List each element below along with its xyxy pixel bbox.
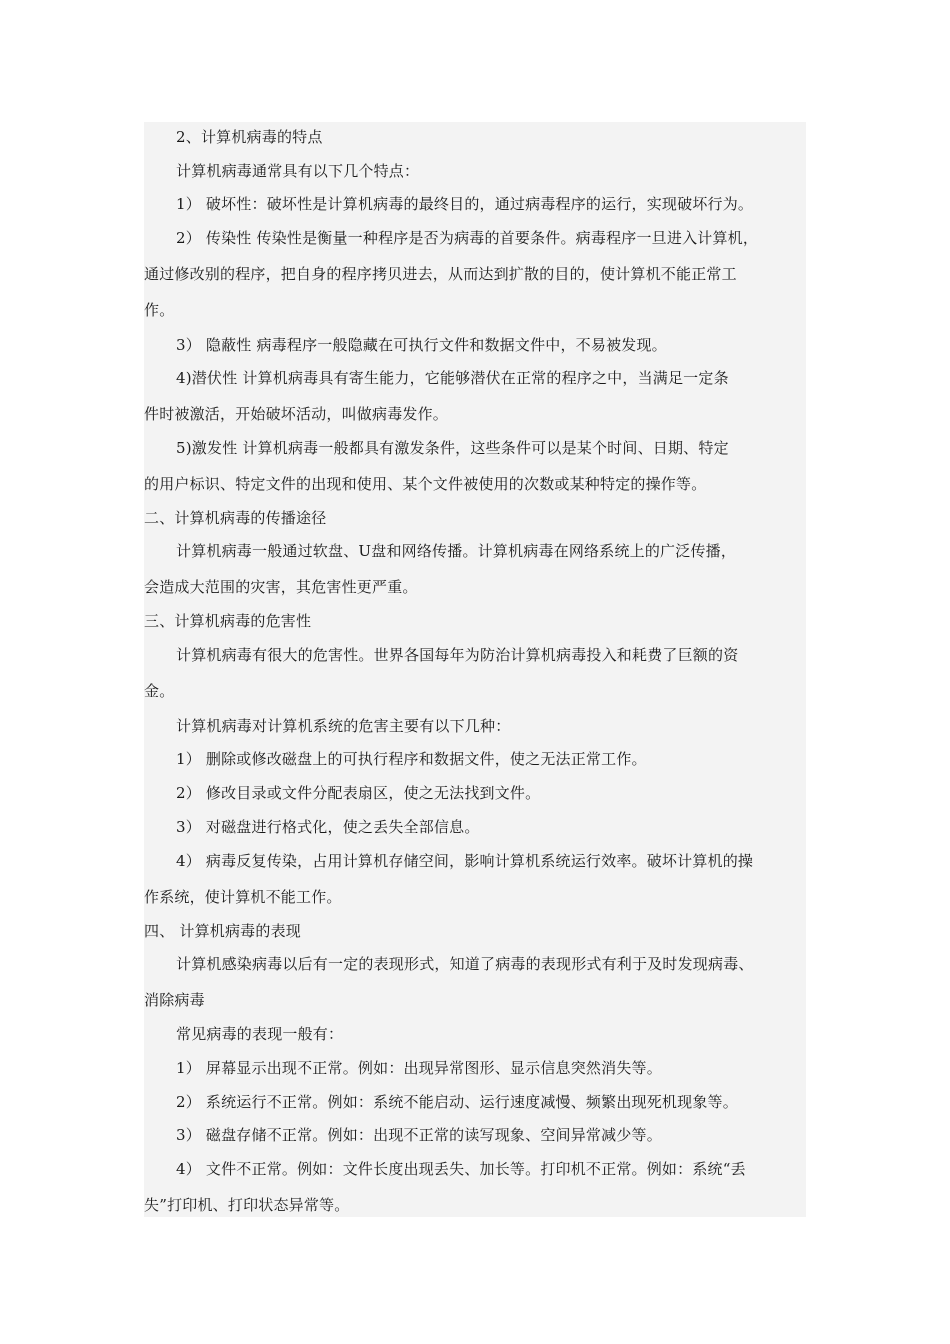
paragraph-line: 计算机病毒一般通过软盘、U盘和网络传播。计算机病毒在网络系统上的广泛传播， (176, 542, 737, 560)
paragraph-line: 3） 隐蔽性 病毒程序一般隐藏在可执行文件和数据文件中，不易被发现。 (176, 336, 667, 354)
section-heading: 二、计算机病毒的传播途径 (144, 509, 327, 527)
section-heading: 三、计算机病毒的危害性 (144, 612, 312, 630)
paragraph-line: 通过修改别的程序，把自身的程序拷贝进去，从而达到扩散的目的，使计算机不能正常工 (144, 265, 737, 283)
paragraph-line: 2、计算机病毒的特点 (176, 128, 323, 146)
paragraph-line: 2） 传染性 传染性是衡量一种程序是否为病毒的首要条件。病毒程序一旦进入计算机， (176, 229, 759, 247)
paragraph-line: 会造成大范围的灾害，其危害性更严重。 (144, 578, 418, 596)
paragraph-line: 1） 破坏性：破坏性是计算机病毒的最终目的，通过病毒程序的运行，实现破坏行为。 (176, 195, 754, 213)
paragraph-line: 失”打印机、打印状态异常等。 (144, 1196, 350, 1214)
section-heading: 四、 计算机病毒的表现 (144, 922, 301, 940)
paragraph-line: 常见病毒的表现一般有： (176, 1025, 344, 1043)
paragraph-line: 计算机病毒有很大的危害性。世界各国每年为防治计算机病毒投入和耗费了巨额的资 (176, 646, 739, 664)
paragraph-line: 4)潜伏性 计算机病毒具有寄生能力，它能够潜伏在正常的程序之中，当满足一定条 (176, 369, 729, 387)
paragraph-line: 2） 系统运行不正常。例如：系统不能启动、运行速度减慢、频繁出现死机现象等。 (176, 1093, 738, 1111)
paragraph-line: 计算机病毒对计算机系统的危害主要有以下几种： (176, 717, 511, 735)
paragraph-line: 4） 文件不正常。例如：文件长度出现丢失、加长等。打印机不正常。例如：系统“丢 (176, 1160, 746, 1178)
paragraph-line: 计算机病毒通常具有以下几个特点： (176, 162, 420, 180)
paragraph-line: 5)激发性 计算机病毒一般都具有激发条件，这些条件可以是某个时间、日期、特定 (176, 439, 729, 457)
paragraph-line: 金。 (144, 682, 175, 700)
paragraph-line: 2） 修改目录或文件分配表扇区，使之无法找到文件。 (176, 784, 541, 802)
paragraph-line: 计算机感染病毒以后有一定的表现形式，知道了病毒的表现形式有利于及时发现病毒、 (176, 955, 754, 973)
document-body (144, 122, 806, 1217)
paragraph-line: 件时被激活，开始破坏活动，叫做病毒发作。 (144, 405, 449, 423)
paragraph-line: 3） 磁盘存储不正常。例如：出现不正常的读写现象、空间异常减少等。 (176, 1126, 662, 1144)
paragraph-line: 1） 删除或修改磁盘上的可执行程序和数据文件，使之无法正常工作。 (176, 750, 647, 768)
paragraph-line: 作系统，使计算机不能工作。 (144, 888, 342, 906)
paragraph-line: 作。 (144, 301, 175, 319)
paragraph-line: 1） 屏幕显示出现不正常。例如：出现异常图形、显示信息突然消失等。 (176, 1059, 662, 1077)
paragraph-line: 3） 对磁盘进行格式化，使之丢失全部信息。 (176, 818, 480, 836)
paragraph-line: 4） 病毒反复传染，占用计算机存储空间，影响计算机系统运行效率。破坏计算机的操 (176, 852, 754, 870)
paragraph-line: 的用户标识、特定文件的出现和使用、某个文件被使用的次数或某种特定的操作等。 (144, 475, 707, 493)
paragraph-line: 消除病毒 (144, 991, 205, 1009)
